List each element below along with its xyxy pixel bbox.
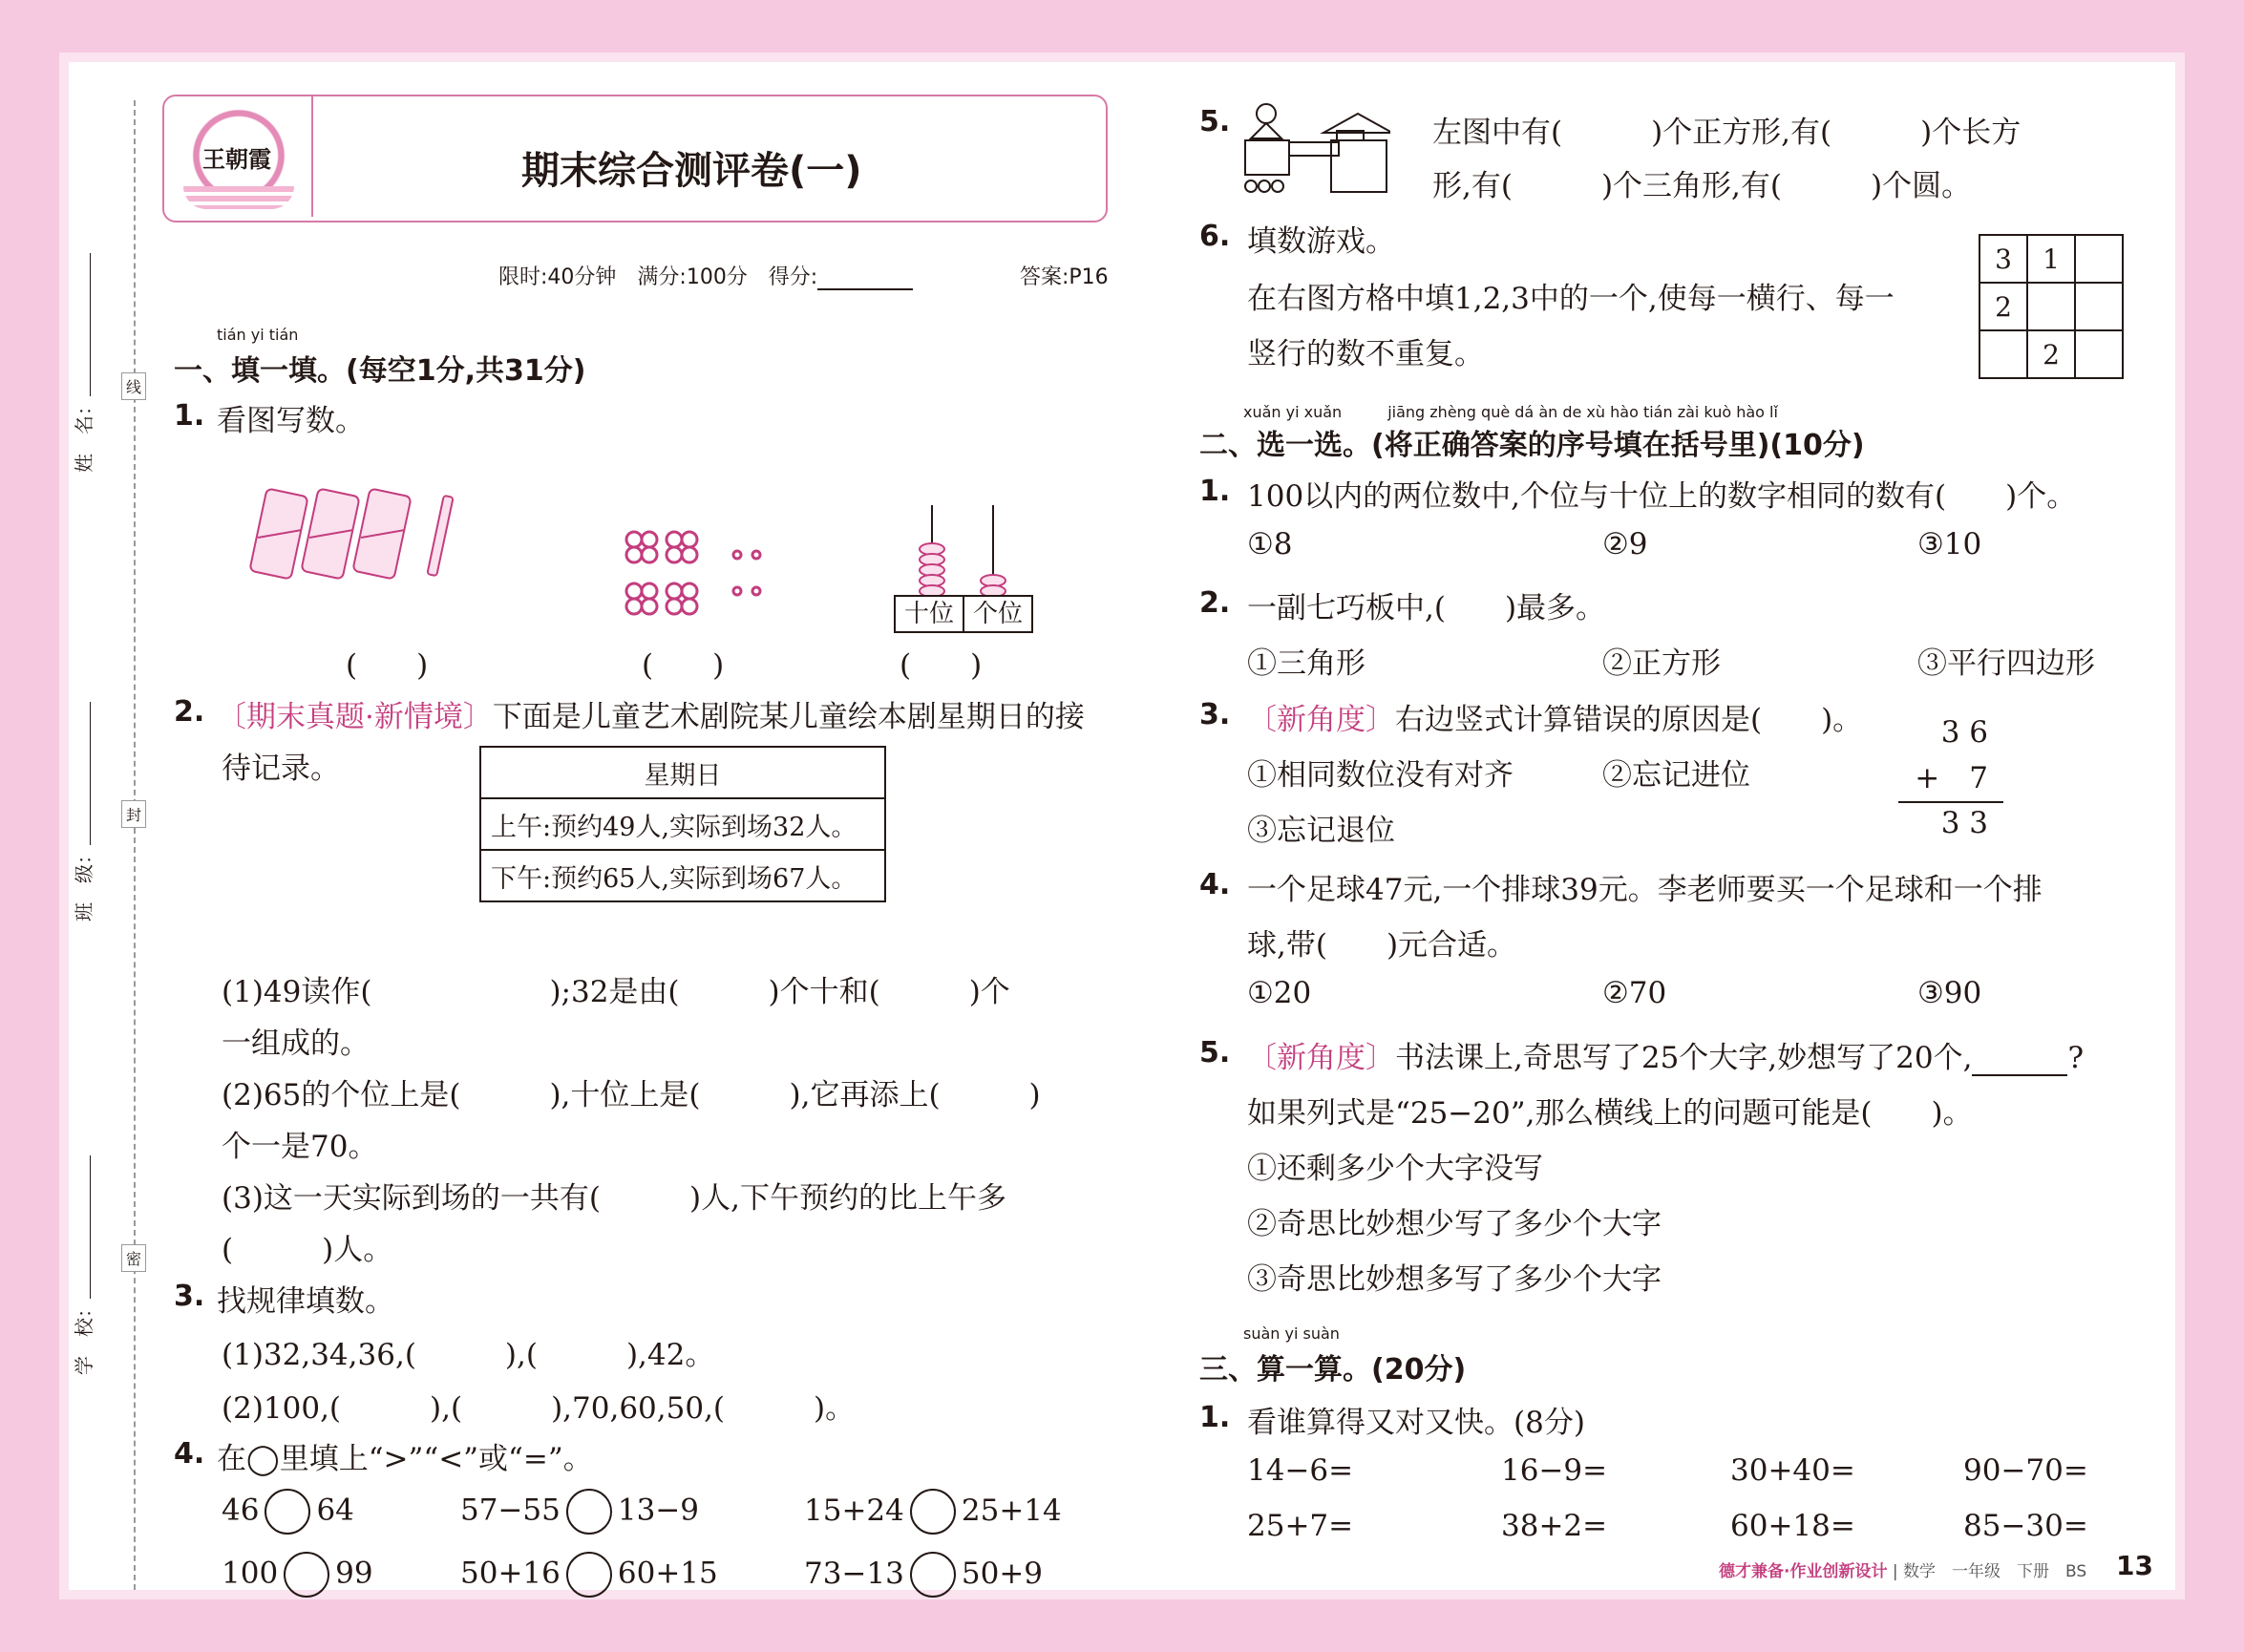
compare-circle[interactable] bbox=[284, 1552, 329, 1598]
s2-q1-opt1[interactable]: ①8 bbox=[1247, 527, 1293, 561]
grid-cell: 2 bbox=[1979, 283, 2027, 330]
s1-q2-p1b: 一组成的。 bbox=[222, 1027, 370, 1061]
school-label: 学 校： bbox=[69, 1155, 96, 1375]
tag-new-angle: 〔新角度〕 bbox=[1247, 703, 1395, 737]
tag-new-angle: 〔新角度〕 bbox=[1247, 1041, 1395, 1075]
s2-q4-opt2[interactable]: ②70 bbox=[1602, 976, 1667, 1010]
s2-q2-num: 2. bbox=[1199, 586, 1231, 620]
table-row-morning: 上午:预约49人,实际到场32人。 bbox=[480, 798, 885, 850]
page-title: 期末综合测评卷(一) bbox=[521, 149, 862, 193]
s1-q3-text: 找规律填数。 bbox=[217, 1284, 394, 1319]
s3-q1-text: 看谁算得又对又快。(8分) bbox=[1247, 1406, 1585, 1440]
abacus-illustration bbox=[894, 501, 1037, 597]
binding-mark-feng: 封 bbox=[121, 800, 146, 828]
s1-q3-p2: (2)100,( ),( ),70,60,50,( )。 bbox=[222, 1391, 856, 1426]
s1-q2-line1: 〔期末真题·新情境〕下面是儿童艺术剧院某儿童绘本剧星期日的接 bbox=[217, 700, 1085, 734]
grid-cell: 1 bbox=[2027, 235, 2075, 283]
calc-row-2 bbox=[1247, 1509, 2088, 1543]
s1-q6-line2: 竖行的数不重复。 bbox=[1247, 337, 1484, 371]
grid-cell[interactable] bbox=[1979, 330, 2027, 378]
s2-q1-opt3[interactable]: ③10 bbox=[1917, 527, 1982, 561]
logo-stripes bbox=[183, 186, 294, 209]
binding-line bbox=[134, 100, 136, 1590]
s1-q2-p3b: ( )人。 bbox=[222, 1233, 393, 1267]
grid-cell[interactable] bbox=[2075, 283, 2123, 330]
s2-q3-num: 3. bbox=[1199, 698, 1231, 731]
binding-mark-mi: 密 bbox=[121, 1244, 146, 1272]
answer-paren-sticks[interactable]: ( ) bbox=[346, 648, 429, 683]
grid-cell: 2 bbox=[2027, 330, 2075, 378]
s1-q2-p3a: (3)这一天实际到场的一共有( )人,下午预约的比上午多 bbox=[222, 1181, 1006, 1216]
s2-q2-opt3[interactable]: ③平行四边形 bbox=[1917, 646, 2095, 681]
s1-q3-p1: (1)32,34,36,( ),( ),42。 bbox=[222, 1338, 715, 1372]
footer bbox=[1719, 1557, 2086, 1581]
s1-q5-num: 5. bbox=[1199, 105, 1231, 138]
title-divider bbox=[311, 96, 313, 217]
calc-top: 3 6 bbox=[1940, 715, 1988, 750]
calc-row-1 bbox=[1247, 1453, 2088, 1488]
s2-q3-opt3[interactable]: ③忘记退位 bbox=[1247, 814, 1395, 848]
compare-circle[interactable] bbox=[910, 1489, 956, 1535]
name-label: 姓 名： bbox=[69, 253, 96, 473]
section2-title: 二、选一选。(将正确答案的序号填在括号里)(10分) bbox=[1199, 429, 1865, 462]
calc-item[interactable]: 25+7= bbox=[1247, 1509, 1354, 1543]
s2-q4-opt3[interactable]: ③90 bbox=[1917, 976, 1982, 1010]
grid-cell: 3 bbox=[1979, 235, 2027, 283]
s1-q2-line2: 待记录。 bbox=[222, 752, 340, 786]
compare-circle[interactable] bbox=[566, 1489, 612, 1535]
compare-circle[interactable] bbox=[566, 1552, 612, 1598]
section2-pinyin: xuǎn yi xuǎn jiāng zhèng què dá àn de xù hào tián zài kuò hào lǐ bbox=[1243, 403, 1778, 421]
s1-q3-num: 3. bbox=[174, 1280, 205, 1313]
s1-q5-line2: 形,有( )个三角形,有( )个圆。 bbox=[1432, 169, 1972, 203]
s1-q6-line1: 在右图方格中填1,2,3中的一个,使每一横行、每一 bbox=[1247, 282, 1895, 316]
s1-q6-text: 填数游戏。 bbox=[1247, 224, 1395, 259]
section3-pinyin: suàn yi suàn bbox=[1243, 1324, 1340, 1343]
s2-q4-opt1[interactable]: ①20 bbox=[1247, 976, 1312, 1010]
grid-cell[interactable] bbox=[2075, 330, 2123, 378]
grid-cell[interactable] bbox=[2075, 235, 2123, 283]
calc-result: 3 3 bbox=[1940, 806, 1988, 840]
calc-item[interactable]: 14−6= bbox=[1247, 1453, 1354, 1488]
s2-q5-opt1[interactable]: ①还剩多少个大字没写 bbox=[1247, 1152, 1543, 1186]
s2-q4-num: 4. bbox=[1199, 868, 1231, 901]
s2-q5-line2: 如果列式是“25−20”,那么横线上的问题可能是( )。 bbox=[1247, 1096, 1973, 1131]
exam-meta: 限时:40分钟 满分:100分 得分: bbox=[498, 261, 913, 290]
s2-q5-num: 5. bbox=[1199, 1036, 1231, 1070]
s1-q1-text: 看图写数。 bbox=[217, 404, 365, 438]
s1-q2-p1a: (1)49读作( );32是由( )个十和( )个 bbox=[222, 975, 1010, 1009]
s3-q1-num: 1. bbox=[1199, 1401, 1231, 1434]
compare-row-1: 46 64 57−55 13−9 15+24 25+14 bbox=[222, 1489, 1062, 1535]
abacus-base bbox=[894, 595, 1033, 633]
abacus-tens-label: 十位 bbox=[896, 597, 964, 631]
abacus-ones-label: 个位 bbox=[972, 600, 1023, 628]
answer-paren-dots[interactable]: ( ) bbox=[642, 648, 725, 683]
logo-text: 王朝霞 bbox=[202, 145, 271, 173]
s1-q5-line1: 左图中有( )个正方形,有( )个长方 bbox=[1432, 116, 2022, 150]
dots-illustration bbox=[621, 526, 783, 627]
s2-q2-opt2[interactable]: ②正方形 bbox=[1602, 646, 1721, 681]
s2-q1-text: 100以内的两位数中,个位与十位上的数字相同的数有( )个。 bbox=[1247, 479, 2077, 514]
s2-q3-opt2[interactable]: ②忘记进位 bbox=[1602, 758, 1750, 793]
worksheet-page bbox=[59, 53, 2185, 1599]
s2-q1-opt2[interactable]: ②9 bbox=[1602, 527, 1648, 561]
s1-q2-p2a: (2)65的个位上是( ),十位上是( ),它再添上( ) bbox=[222, 1078, 1041, 1112]
tag-final-exam: 〔期末真题·新情境〕 bbox=[217, 700, 493, 734]
class-label: 班 级： bbox=[69, 702, 96, 921]
s2-q3-text: 〔新角度〕右边竖式计算错误的原因是( )。 bbox=[1247, 703, 1863, 737]
compare-circle[interactable] bbox=[265, 1489, 310, 1535]
reception-table bbox=[479, 746, 886, 902]
s1-q4-text: 在◯里填上“>”“<”或“=”。 bbox=[217, 1442, 593, 1476]
calc-item[interactable]: 38+2= bbox=[1501, 1509, 1608, 1543]
s2-q5-opt3[interactable]: ③奇思比妙想多写了多少个大字 bbox=[1247, 1262, 1662, 1297]
number-grid bbox=[1979, 234, 2124, 379]
compare-row-2: 100 99 50+16 60+15 73−13 50+9 bbox=[222, 1552, 1043, 1598]
calc-item[interactable]: 30+40= bbox=[1730, 1453, 1855, 1488]
shapes-illustration bbox=[1238, 100, 1390, 196]
s2-q2-text: 一副七巧板中,( )最多。 bbox=[1247, 591, 1606, 625]
calc-mid: + 7 bbox=[1898, 755, 2003, 803]
s2-q5-line1: 〔新角度〕书法课上,奇思写了25个大字,妙想写了20个, ? bbox=[1247, 1041, 2085, 1075]
s1-q1-num: 1. bbox=[174, 399, 205, 433]
s1-q6-num: 6. bbox=[1199, 220, 1231, 253]
footer-brand: 德才兼备·作业创新设计 bbox=[1719, 1562, 1888, 1581]
calc-item[interactable]: 85−30= bbox=[1963, 1509, 2088, 1543]
answer-ref: 答案:P16 bbox=[1020, 265, 1109, 289]
compare-circle[interactable] bbox=[910, 1552, 956, 1598]
stick-bundles-illustration bbox=[246, 482, 466, 587]
s2-q4-line1: 一个足球47元,一个排球39元。李老师要买一个足球和一个排 bbox=[1247, 873, 2043, 907]
binding-mark-xian: 线 bbox=[121, 372, 146, 400]
s2-q3-opt1[interactable]: ①相同数位没有对齐 bbox=[1247, 758, 1514, 793]
table-row-afternoon: 下午:预约65人,实际到场67人。 bbox=[480, 850, 885, 901]
calc-item[interactable]: 16−9= bbox=[1501, 1453, 1608, 1488]
s1-q2-num: 2. bbox=[174, 695, 205, 729]
section1-pinyin: tián yi tián bbox=[217, 326, 299, 344]
answer-paren-abacus[interactable]: ( ) bbox=[900, 648, 983, 683]
table-header: 星期日 bbox=[480, 747, 885, 798]
s2-q1-num: 1. bbox=[1199, 475, 1231, 508]
section1-title: 一、填一填。(每空1分,共31分) bbox=[174, 354, 586, 388]
question-blank[interactable] bbox=[1972, 1074, 2067, 1076]
calc-item[interactable]: 90−70= bbox=[1963, 1453, 2088, 1488]
s2-q2-opt1[interactable]: ①三角形 bbox=[1247, 646, 1365, 681]
footer-info: | 数学 一年级 下册 BS bbox=[1892, 1562, 2087, 1581]
s1-q2-p2b: 个一是70。 bbox=[222, 1130, 378, 1164]
grid-cell[interactable] bbox=[2027, 283, 2075, 330]
page-number: 13 bbox=[2116, 1550, 2153, 1581]
calc-item[interactable]: 60+18= bbox=[1730, 1509, 1855, 1543]
vertical-calc bbox=[1898, 710, 2003, 843]
s2-q4-line2: 球,带( )元合适。 bbox=[1247, 928, 1517, 963]
section3-title: 三、算一算。(20分) bbox=[1199, 1353, 1467, 1387]
s2-q5-opt2[interactable]: ②奇思比妙想少写了多少个大字 bbox=[1247, 1207, 1662, 1241]
s1-q4-num: 4. bbox=[174, 1437, 205, 1471]
